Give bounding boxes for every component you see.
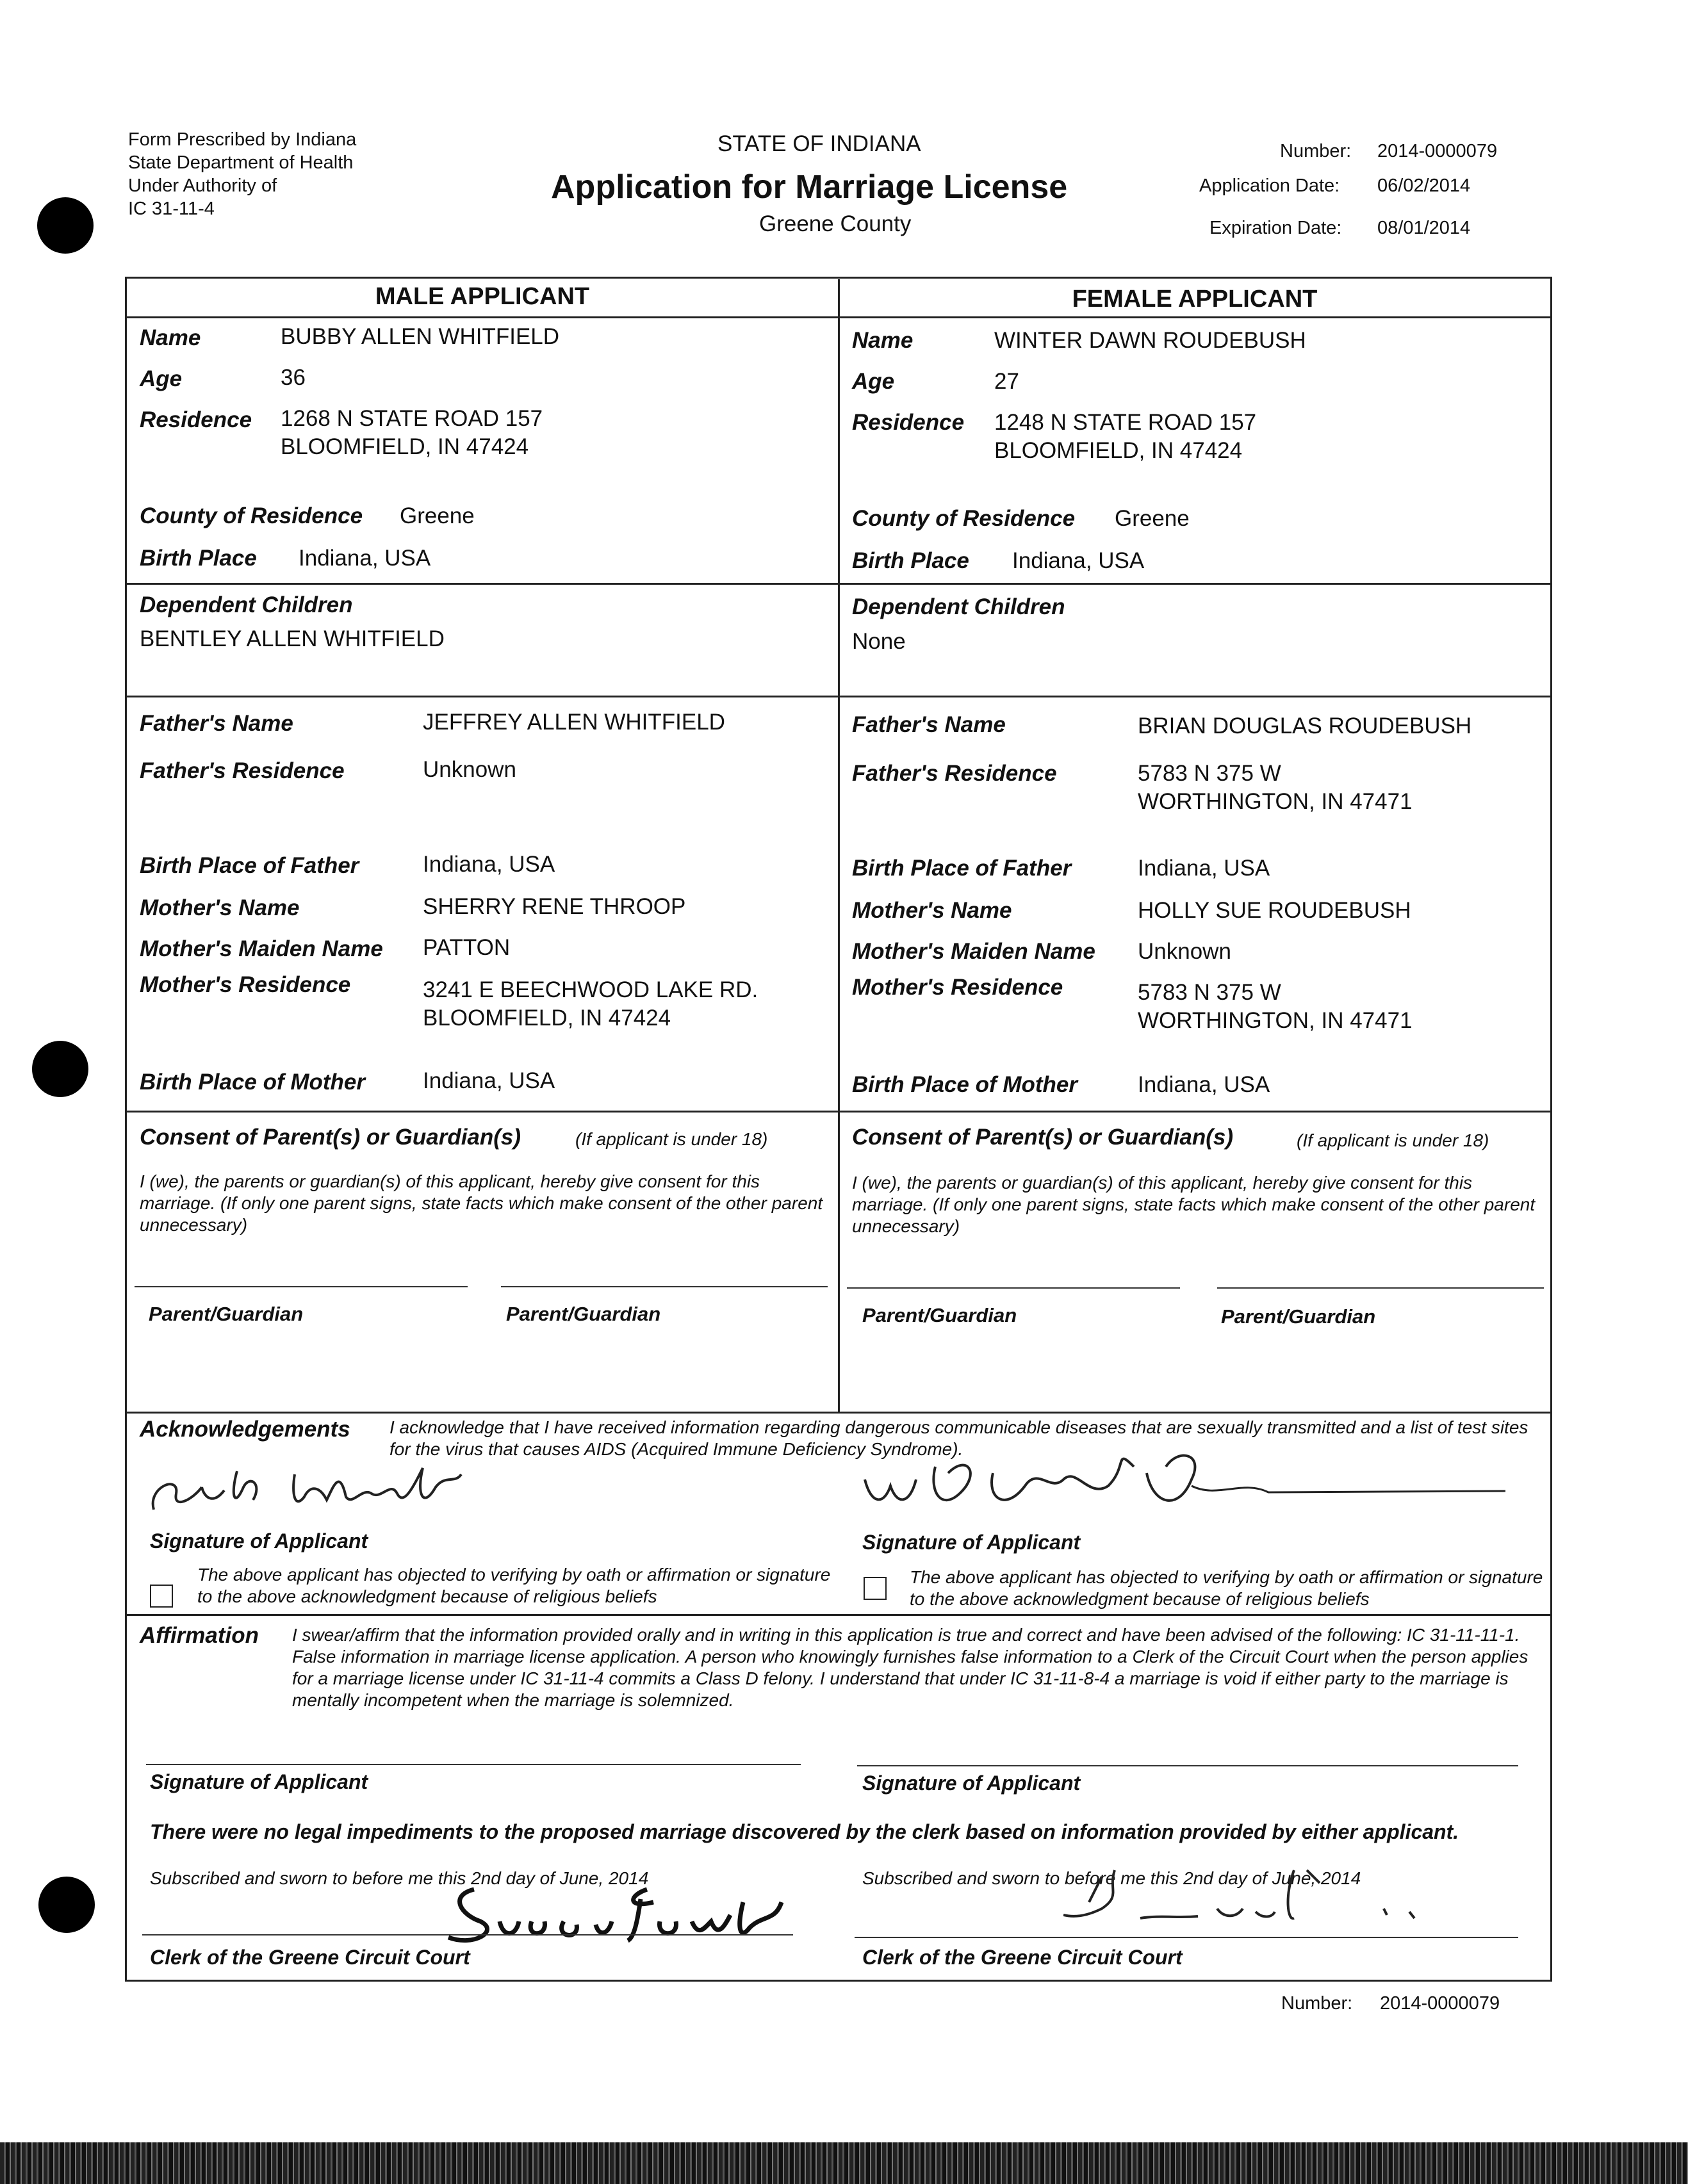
parents-divider [127,1111,1550,1112]
subscribed-right: Subscribed and sworn to before me this 2nd day of June, 2014 [862,1868,1361,1888]
female-fathers-name-label: Father's Name [852,712,1006,737]
male-residence-line1: 1268 N STATE ROAD 157 [281,406,543,431]
female-mothers-name-label: Mother's Name [852,898,1012,923]
male-birth-place-of-mother-value: Indiana, USA [423,1068,555,1093]
female-consent-text: I (we), the parents or guardian(s) of this applicant, hereby give consent for this marriage. (If only one parent signs, state facts which make consent of the other parent unnecessary) [852,1173,1536,1236]
clerk-signature-right [1063,1857,1448,1934]
male-signature-of-applicant-label: Signature of Applicant [150,1529,368,1552]
male-parent-signature-line-1 [135,1286,468,1287]
female-affirmation-signature-line [857,1765,1518,1766]
prescribed-line: IC 31-11-4 [128,199,215,219]
female-birth-place-of-mother-value: Indiana, USA [1138,1072,1270,1097]
male-mothers-residence-line2: BLOOMFIELD, IN 47424 [423,1006,671,1031]
female-county-label: County of Residence [852,506,1076,531]
male-birth-place-of-father-value: Indiana, USA [423,852,555,877]
number-label: Number: [1280,141,1352,161]
punch-hole-bottom [38,1877,95,1933]
punch-hole-top [37,197,94,254]
affirmation-title: Affirmation [140,1623,259,1648]
male-consent-title: Consent of Parent(s) or Guardian(s) [140,1125,521,1150]
female-parent-signature-line-1 [847,1287,1180,1289]
male-residence-label: Residence [140,407,252,432]
female-mothers-residence-line2: WORTHINGTON, IN 47471 [1138,1008,1413,1033]
male-affirmation-signature-line [146,1764,801,1765]
female-name-value: WINTER DAWN ROUDEBUSH [994,328,1306,353]
expiration-date-value: 08/01/2014 [1377,218,1471,238]
acknowledgements-title: Acknowledgements [140,1417,350,1442]
female-age-value: 27 [994,369,1019,394]
subscribed-left: Subscribed and sworn to before me this 2nd day of June, 2014 [150,1868,649,1888]
male-mothers-residence-line1: 3241 E BEECHWOOD LAKE RD. [423,977,758,1002]
clerk-label-right: Clerk of the Greene Circuit Court [862,1946,1183,1969]
female-mothers-maiden-name-value: Unknown [1138,939,1231,964]
male-parent-guardian-label-2: Parent/Guardian [506,1303,661,1325]
male-parent-guardian-label-1: Parent/Guardian [149,1303,304,1325]
female-fathers-name-value: BRIAN DOUGLAS ROUDEBUSH [1138,713,1472,738]
affirmation-text: I swear/affirm that the information provided orally and in writing in this application is true and correct and have been advised of the following: IC 31-11-11-1. False information in marriage license application. A person who knowingly furnishes false information to a Clerk of the Circuit Court when the person applies for a marriage license under IC 31-11-4 commits a Class D felony. I understand that under IC 31-11-8-4 a marriage is void if either party to the marriage is mentally incompetent when the marriage is solemnized. [292,1625,1528,1710]
male-applicant-heading: MALE APPLICANT [375,283,590,310]
prescribed-line: Under Authority of [128,175,277,196]
male-birth-place-of-father-label: Birth Place of Father [140,853,359,878]
heading-underline [127,316,1550,318]
application-date-value: 06/02/2014 [1377,175,1471,196]
male-mothers-name-label: Mother's Name [140,895,300,920]
female-fathers-residence-line1: 5783 N 375 W [1138,761,1281,786]
female-birth-place-of-father-value: Indiana, USA [1138,856,1270,881]
female-birth-place-of-father-label: Birth Place of Father [852,856,1072,881]
male-birth-place-label: Birth Place [140,546,257,571]
male-dependent-children-label: Dependent Children [140,592,353,617]
female-mothers-residence-line1: 5783 N 375 W [1138,980,1281,1005]
scan-edge-strip [0,2142,1688,2184]
male-county-value: Greene [400,503,475,528]
female-parent-signature-line-2 [1217,1287,1544,1289]
male-birth-place-of-mother-label: Birth Place of Mother [140,1070,365,1095]
female-signature-of-applicant-label: Signature of Applicant [862,1531,1081,1554]
male-fathers-residence-line1: Unknown [423,757,516,782]
female-parent-guardian-label-2: Parent/Guardian [1221,1305,1376,1328]
male-fathers-name-value: JEFFREY ALLEN WHITFIELD [423,710,725,735]
male-applicant-signature [141,1449,474,1519]
female-consent-title: Consent of Parent(s) or Guardian(s) [852,1125,1234,1150]
female-affirmation-signature-label: Signature of Applicant [862,1772,1081,1795]
female-mothers-maiden-name-label: Mother's Maiden Name [852,939,1095,964]
male-affirmation-signature-label: Signature of Applicant [150,1770,368,1793]
prescribed-line: Form Prescribed by Indiana [128,129,357,150]
clerk-signature-left [436,1877,794,1953]
male-consent-text: I (we), the parents or guardian(s) of this applicant, hereby give consent for this marriage. (If only one parent signs, state facts which make consent of the other parent unnecessary) [140,1171,823,1235]
female-birth-place-value: Indiana, USA [1012,548,1145,573]
female-applicant-signature [858,1441,1512,1518]
male-name-label: Name [140,325,201,350]
male-county-label: County of Residence [140,503,363,528]
clerk-signature-line-right [855,1937,1518,1938]
female-fathers-residence-label: Father's Residence [852,761,1057,786]
female-dependent-children-label: Dependent Children [852,594,1065,619]
male-mothers-maiden-name-value: PATTON [423,935,511,960]
footer-number-value: 2014-0000079 [1380,1993,1500,2014]
male-age-value: 36 [281,365,306,390]
acknowledgements-divider [127,1614,1550,1616]
female-mothers-residence-label: Mother's Residence [852,975,1063,1000]
male-name-value: BUBBY ALLEN WHITFIELD [281,324,560,349]
state-heading: STATE OF INDIANA [717,131,921,156]
children-divider [127,696,1550,697]
female-age-label: Age [852,369,895,394]
female-applicant-heading: FEMALE APPLICANT [1072,286,1318,313]
female-name-label: Name [852,328,914,353]
footer-number-label: Number: [1281,1993,1353,2014]
female-birth-place-of-mother-label: Birth Place of Mother [852,1072,1078,1097]
county-heading: Greene County [759,211,912,236]
male-mothers-residence-label: Mother's Residence [140,972,351,997]
male-age-label: Age [140,366,183,391]
acknowledgements-text: I acknowledge that I have received information regarding dangerous communicable diseases that are sexually transmitted and a list of test sites for the virus that causes AIDS (Acquired Immune Deficiency Syndrome). [389,1417,1528,1459]
female-residence-line1: 1248 N STATE ROAD 157 [994,410,1257,435]
female-objection-text: The above applicant has objected to verifying by oath or affirmation or signature to the above acknowledgment because of religious beliefs [910,1567,1543,1609]
punch-hole-middle [32,1041,88,1097]
female-county-value: Greene [1115,506,1190,531]
form-prescribed-note [128,128,356,220]
male-fathers-name-label: Father's Name [140,711,293,736]
female-residence-line2: BLOOMFIELD, IN 47424 [994,438,1243,463]
residence-divider [127,583,1550,585]
female-fathers-residence-line2: WORTHINGTON, IN 47471 [1138,789,1413,814]
male-consent-note: (If applicant is under 18) [575,1129,768,1149]
female-objection-checkbox[interactable] [864,1577,887,1600]
male-objection-checkbox[interactable] [150,1585,173,1608]
female-consent-note: (If applicant is under 18) [1297,1130,1489,1150]
no-impediments-statement: There were no legal impediments to the proposed marriage discovered by the clerk based on information provided by either applicant. [150,1820,1459,1843]
female-dependent-children-value: None [852,629,906,654]
male-birth-place-value: Indiana, USA [299,546,431,571]
application-date-label: Application Date: [1199,175,1340,196]
male-mothers-maiden-name-label: Mother's Maiden Name [140,936,383,961]
male-residence-line2: BLOOMFIELD, IN 47424 [281,434,529,459]
female-mothers-name-value: HOLLY SUE ROUDEBUSH [1138,898,1411,923]
prescribed-line: State Department of Health [128,152,354,173]
male-parent-signature-line-2 [501,1286,828,1287]
clerk-label-left: Clerk of the Greene Circuit Court [150,1946,470,1969]
male-dependent-children-value: BENTLEY ALLEN WHITFIELD [140,626,445,651]
number-value: 2014-0000079 [1377,141,1498,161]
page-title: Application for Marriage License [551,168,1068,206]
consent-divider [127,1412,1550,1414]
expiration-date-label: Expiration Date: [1209,218,1342,238]
column-divider [838,279,840,1412]
female-residence-label: Residence [852,410,965,435]
male-fathers-residence-label: Father's Residence [140,758,345,783]
male-mothers-name-value: SHERRY RENE THROOP [423,894,686,919]
female-parent-guardian-label-1: Parent/Guardian [862,1304,1017,1326]
male-objection-text: The above applicant has objected to verifying by oath or affirmation or signature to the above acknowledgment because of religious beliefs [197,1565,831,1606]
female-birth-place-label: Birth Place [852,548,969,573]
clerk-signature-line-left [142,1934,793,1935]
